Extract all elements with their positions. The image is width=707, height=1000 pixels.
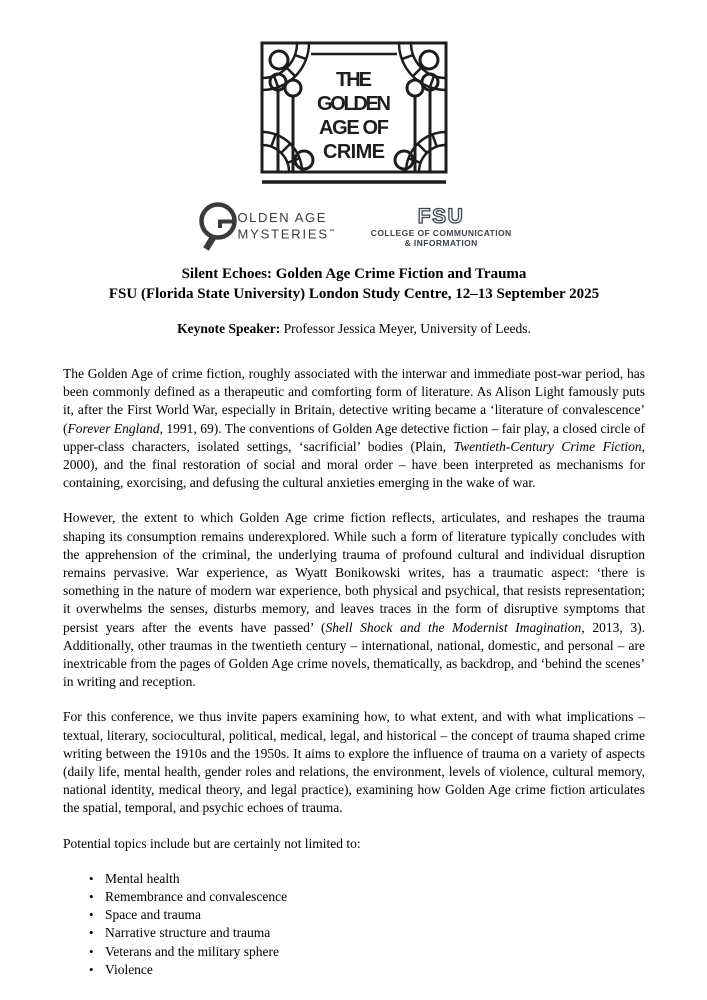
fsu-acronym-icon [409,204,473,228]
conference-title [63,265,645,304]
topic-label: Narrative structure and trauma [105,925,271,941]
gam-line2: MYSTERIES™ [237,226,335,242]
bullet-icon: • [89,943,94,959]
topic-label: Mental health [105,870,180,886]
bullet-icon: • [89,889,94,905]
list-item [63,888,645,906]
paragraph-3: For this conference, we thus invite papers examining how, to what extent, and with what implications – textual, literary, sociocultural, political, medical, legal, and historical – the concept of trauma shaped crime writing between the 1910s and the 1950s. It aims to explore the influence of trauma on a variety of aspects (daily life, mental health, gender roles and relations, the environment, levels of violence, cultural memory, national identity, medical theory, and legal practice), examining how Golden Age crime fiction articulates the spatial, temporal, and psychic echoes of trauma. [63,709,645,816]
deco-frame-icon [259,40,449,186]
title-line1: Silent Echoes: Golden Age Crime Fiction and Trauma [181,266,527,282]
topic-label: Space and trauma [105,907,201,923]
bullet-icon: • [89,870,94,886]
paragraph-2: However, the extent to which Golden Age crime fiction reflects, articulates, and reshapes the trauma shaping its consumption remains underexplored. While such a form of literature typically concludes with the apprehension of the criminal, the underlying trauma of profound cultural and individual disruption remains pervasive. War experience, as Wyatt Bonikowski writes, has a traumatic aspect: ‘there is something in the nature of modern war experience, both physical and psychical, that resists representation; it overwhelms the senses, disturbs memory, and leaves traces in the form of disruptive symptoms that persist years after the events have passed’ (Shell Shock and the Modernist Imagination, 2013, 3). Additionally, other traumas in the twentieth century – international, national, domestic, and personal – are inextricable from the pages of Golden Age crime novels, thematically, as backdrop, and ‘behind the scenes’ in writing and reception. [63,510,646,690]
keynote-text: Professor Jessica Meyer, University of Leeds. [280,321,531,336]
fsu-college-line2: & INFORMATION [404,238,478,248]
topic-label: Violence [105,961,153,977]
golden-age-of-crime-logo [63,40,645,191]
paragraph-1: The Golden Age of crime fiction, roughly associated with the interwar and immediate post-war period, has been commonly defined as a therapeutic and comforting form of literature. As Alison Light famously puts it, after the First World War, especially in Britain, detective writing became a ‘literature of convalescence’ (Forever England, 1991, 69). The conventions of Golden Age detective fiction – fair play, a closed circle of upper-class characters, isolated settings, ‘sacrificial’ bodies (Plain, Twentieth-Century Crime Fiction, 2000), and the final restoration of social and moral order – have been interpreted as mechanisms for containing, exorcising, and defusing the cultural anxieties emerging in the wake of war. [63,366,645,491]
list-item [63,943,645,961]
partner-logos-row [63,200,645,252]
logo-line-age-of: AGE OF [319,117,389,139]
topic-label: Remembrance and convalescence [105,889,288,905]
logo-line-golden: GOLDEN [317,93,391,115]
logo-line-the: THE [336,69,372,91]
gam-line1: OLDEN AGE [237,209,328,225]
bullet-icon: • [89,925,94,941]
list-item [63,870,645,888]
list-item [63,961,645,979]
fsu-college-line1: COLLEGE OF COMMUNICATION [370,227,512,238]
bullet-icon: • [89,961,94,977]
golden-age-mysteries-logo [196,200,334,252]
keynote-label: Keynote Speaker: [177,321,281,336]
title-line2: FSU (Florida State University) London Study Centre, 12–13 September 2025 [108,285,600,302]
bullet-icon: • [89,907,94,923]
logo-line-crime: CRIME [323,141,385,163]
golden-age-mysteries-wordmark [237,211,334,241]
list-item [63,924,645,942]
trademark-symbol: ™ [328,228,335,235]
topics-list [63,870,645,979]
topics-intro-line: Potential topics include but are certainly not limited to: [63,835,361,851]
fsu-college-logo [371,204,512,249]
topic-label: Veterans and the military sphere [105,943,279,959]
keynote-line [63,321,645,337]
fsu-acronym: FSU [417,204,465,228]
list-item [63,906,645,924]
